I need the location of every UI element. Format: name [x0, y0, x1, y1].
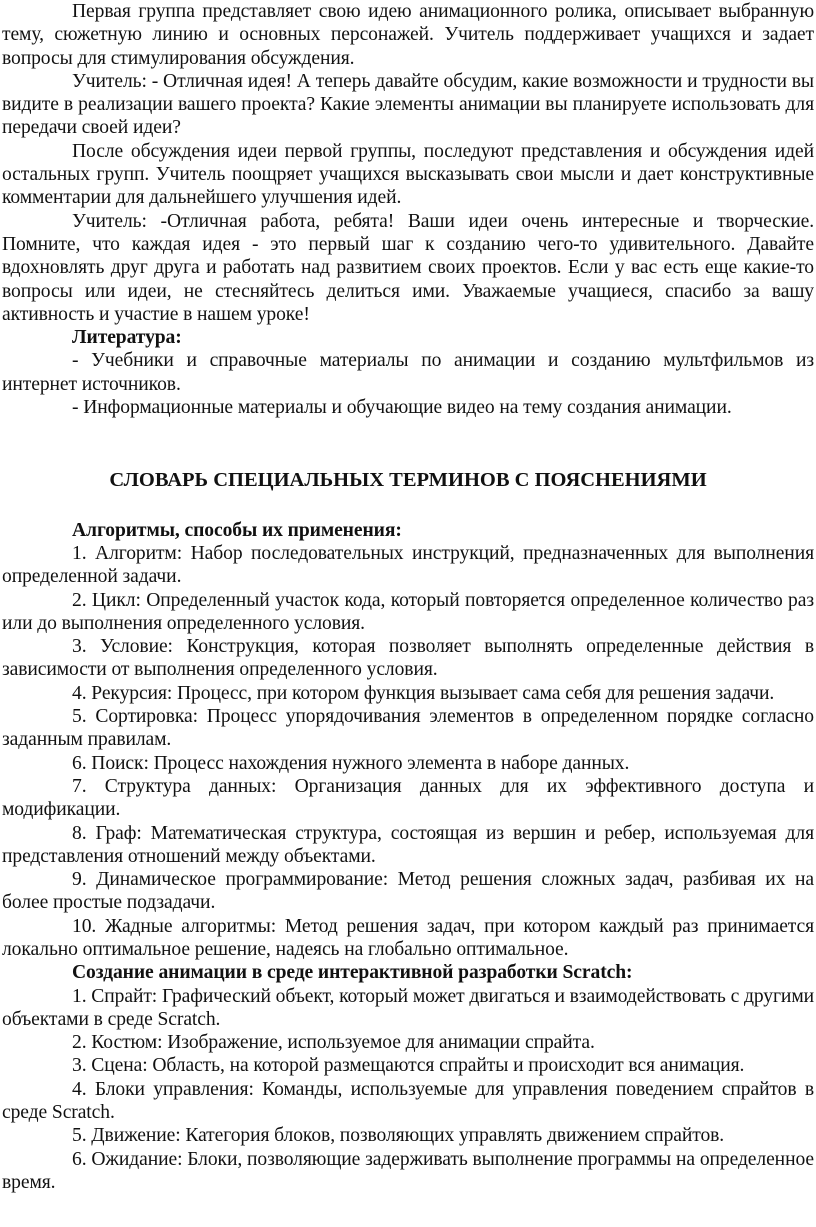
intro-paragraph: После обсуждения идеи первой группы, последуют представления и обсуждения идей остальных групп. Учитель поощряет учащихся высказывать свои мысли и дает конструктивные комментарии для дальнейшего улучшения идей.	[2, 140, 814, 209]
glossary-term: 2. Костюм: Изображение, используемое для анимации спрайта.	[72, 1032, 595, 1054]
literature-heading: Литература:	[72, 327, 182, 349]
glossary-title: СЛОВАРЬ СПЕЦИАЛЬНЫХ ТЕРМИНОВ С ПОЯСНЕНИЯМИ	[109, 469, 707, 492]
glossary-term: 4. Рекурсия: Процесс, при котором функция вызывает сама себя для решения задачи.	[72, 682, 775, 704]
glossary-term: 6. Поиск: Процесс нахождения нужного элемента в наборе данных.	[72, 752, 630, 774]
glossary-term: 5. Движение: Категория блоков, позволяющих управлять движением спрайтов.	[72, 1125, 725, 1147]
intro-paragraph: Учитель: - Отличная идея! А теперь давайте обсудим, какие возможности и трудности вы видите в реализации вашего проекта? Какие элементы анимации вы планируете использовать для передачи своей идеи?	[2, 70, 814, 139]
literature-item: - Учебники и справочные материалы по анимации и созданию мультфильмов из интернет источников.	[2, 350, 814, 395]
glossary-term: 7. Структура данных: Организация данных для их эффективного доступа и модификации.	[2, 775, 814, 821]
glossary-term: 1. Алгоритм: Набор последовательных инструкций, предназначенных для выполнения определенной задачи.	[2, 542, 814, 588]
glossary-term: 3. Условие: Конструкция, которая позволяет выполнять определенные действия в зависимости от выполнения определенного условия.	[2, 636, 814, 681]
glossary-term: 4. Блоки управления: Команды, используемые для управления поведением спрайтов в среде Scratch.	[2, 1078, 814, 1124]
glossary-term: 9. Динамическое программирование: Метод решения сложных задач, разбивая их на более простые подзадачи.	[2, 869, 814, 914]
glossary-term: 1. Спрайт: Графический объект, который может двигаться и взаимодействовать с другими объектами в среде Scratch.	[2, 985, 814, 1030]
glossary-term: 3. Сцена: Область, на которой размещаются спрайты и происходит вся анимация.	[72, 1055, 745, 1077]
glossary-term: 10. Жадные алгоритмы: Метод решения задач, при котором каждый раз принимается локально оптимальное решение, надеясь на глобально оптимальное.	[2, 915, 814, 960]
glossary-term: 2. Цикл: Определенный участок кода, который повторяется определенное количество раз или до выполнения определенного условия.	[2, 589, 814, 634]
intro-paragraph: Учитель: -Отличная работа, ребята! Ваши идеи очень интересные и творческие. Помните, что каждая идея - это первый шаг к созданию чего-то удивительного. Давайте вдохновлять друг друга и работать над развитием своих проектов. Если у вас есть еще какие-то вопросы или идеи, не стесняйтесь делиться ими. Уважаемые учащиеся, спасибо за вашу активность и участие в нашем уроке!	[2, 210, 814, 325]
intro-paragraph: Первая группа представляет свою идею анимационного ролика, описывает выбранную тему, сюжетную линию и основных персонажей. Учитель поддерживает учащихся и задает вопросы для стимулирования обсуждения.	[2, 1, 814, 69]
literature-item: - Информационные материалы и обучающие видео на тему создания анимации.	[72, 397, 732, 419]
glossary-term: 5. Сортировка: Процесс упорядочивания элементов в определенном порядке согласно заданным правилам.	[2, 706, 814, 751]
glossary-term: 6. Ожидание: Блоки, позволяющие задерживать выполнение программы на определенное время.	[2, 1148, 814, 1193]
glossary-term: 8. Граф: Математическая структура, состоящая из вершин и ребер, используемая для представления отношений между объектами.	[2, 822, 814, 867]
glossary-section-heading: Создание анимации в среде интерактивной разработки Scratch:	[72, 962, 633, 984]
glossary-section-heading: Алгоритмы, способы их применения:	[72, 519, 402, 541]
